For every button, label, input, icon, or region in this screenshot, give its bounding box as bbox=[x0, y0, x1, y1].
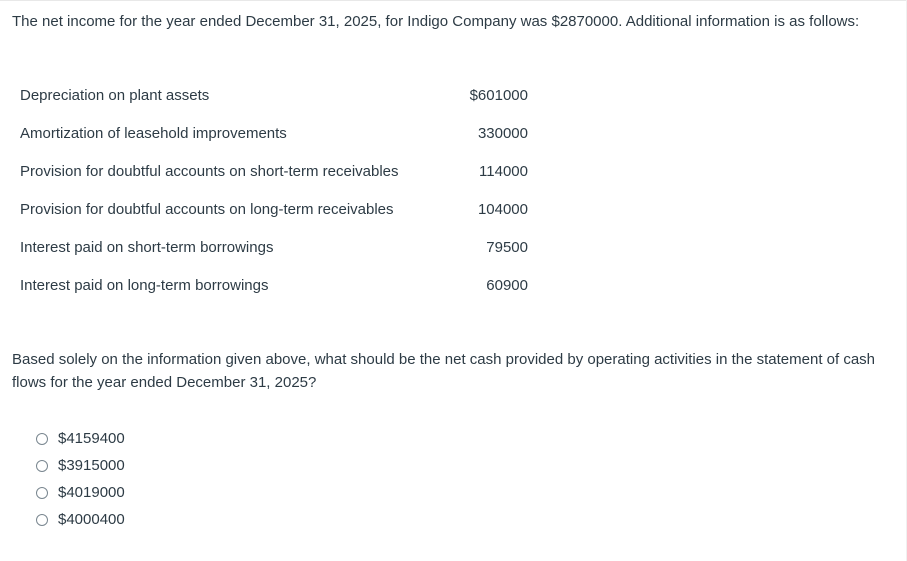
radio-button-icon[interactable] bbox=[36, 487, 48, 499]
info-label: Amortization of leasehold improvements bbox=[20, 125, 287, 142]
answer-option-label[interactable]: $4159400 bbox=[58, 430, 125, 447]
info-value: 114000 bbox=[479, 163, 528, 180]
additional-info-table bbox=[20, 84, 532, 312]
answer-option-c[interactable] bbox=[36, 479, 125, 506]
info-row bbox=[20, 160, 532, 198]
question-intro: The net income for the year ended December 31, 2025, for Indigo Company was $2870000. Additional information is as follows: bbox=[12, 13, 860, 30]
info-row bbox=[20, 236, 532, 274]
info-value: $601000 bbox=[469, 87, 528, 104]
radio-button-icon[interactable] bbox=[36, 514, 48, 526]
info-row bbox=[20, 84, 532, 122]
info-label: Depreciation on plant assets bbox=[20, 87, 210, 104]
answer-option-b[interactable] bbox=[36, 452, 125, 479]
info-label: Interest paid on short-term borrowings bbox=[20, 239, 274, 256]
info-label: Interest paid on long-term borrowings bbox=[20, 277, 269, 294]
answer-option-d[interactable] bbox=[36, 506, 125, 533]
info-row bbox=[20, 198, 532, 236]
answer-option-a[interactable] bbox=[36, 425, 125, 452]
info-row bbox=[20, 274, 532, 312]
info-label: Provision for doubtful accounts on short-term receivables bbox=[20, 163, 399, 180]
info-value: 79500 bbox=[486, 239, 528, 256]
info-value: 104000 bbox=[477, 201, 528, 218]
answer-option-label[interactable]: $4000400 bbox=[58, 511, 125, 528]
info-value: 330000 bbox=[477, 125, 528, 142]
answer-option-label[interactable]: $3915000 bbox=[58, 457, 125, 474]
answer-option-label[interactable]: $4019000 bbox=[58, 484, 125, 501]
question-prompt: Based solely on the information given above, what should be the net cash provided by operating activities in the statement of cash flows for the year ended December 31, 2025? bbox=[12, 351, 876, 391]
info-row bbox=[20, 122, 532, 160]
answer-options bbox=[36, 425, 125, 533]
radio-button-icon[interactable] bbox=[36, 433, 48, 445]
info-label: Provision for doubtful accounts on long-term receivables bbox=[20, 201, 394, 218]
info-value: 60900 bbox=[486, 277, 528, 294]
top-divider bbox=[0, 0, 907, 1]
radio-button-icon[interactable] bbox=[36, 460, 48, 472]
